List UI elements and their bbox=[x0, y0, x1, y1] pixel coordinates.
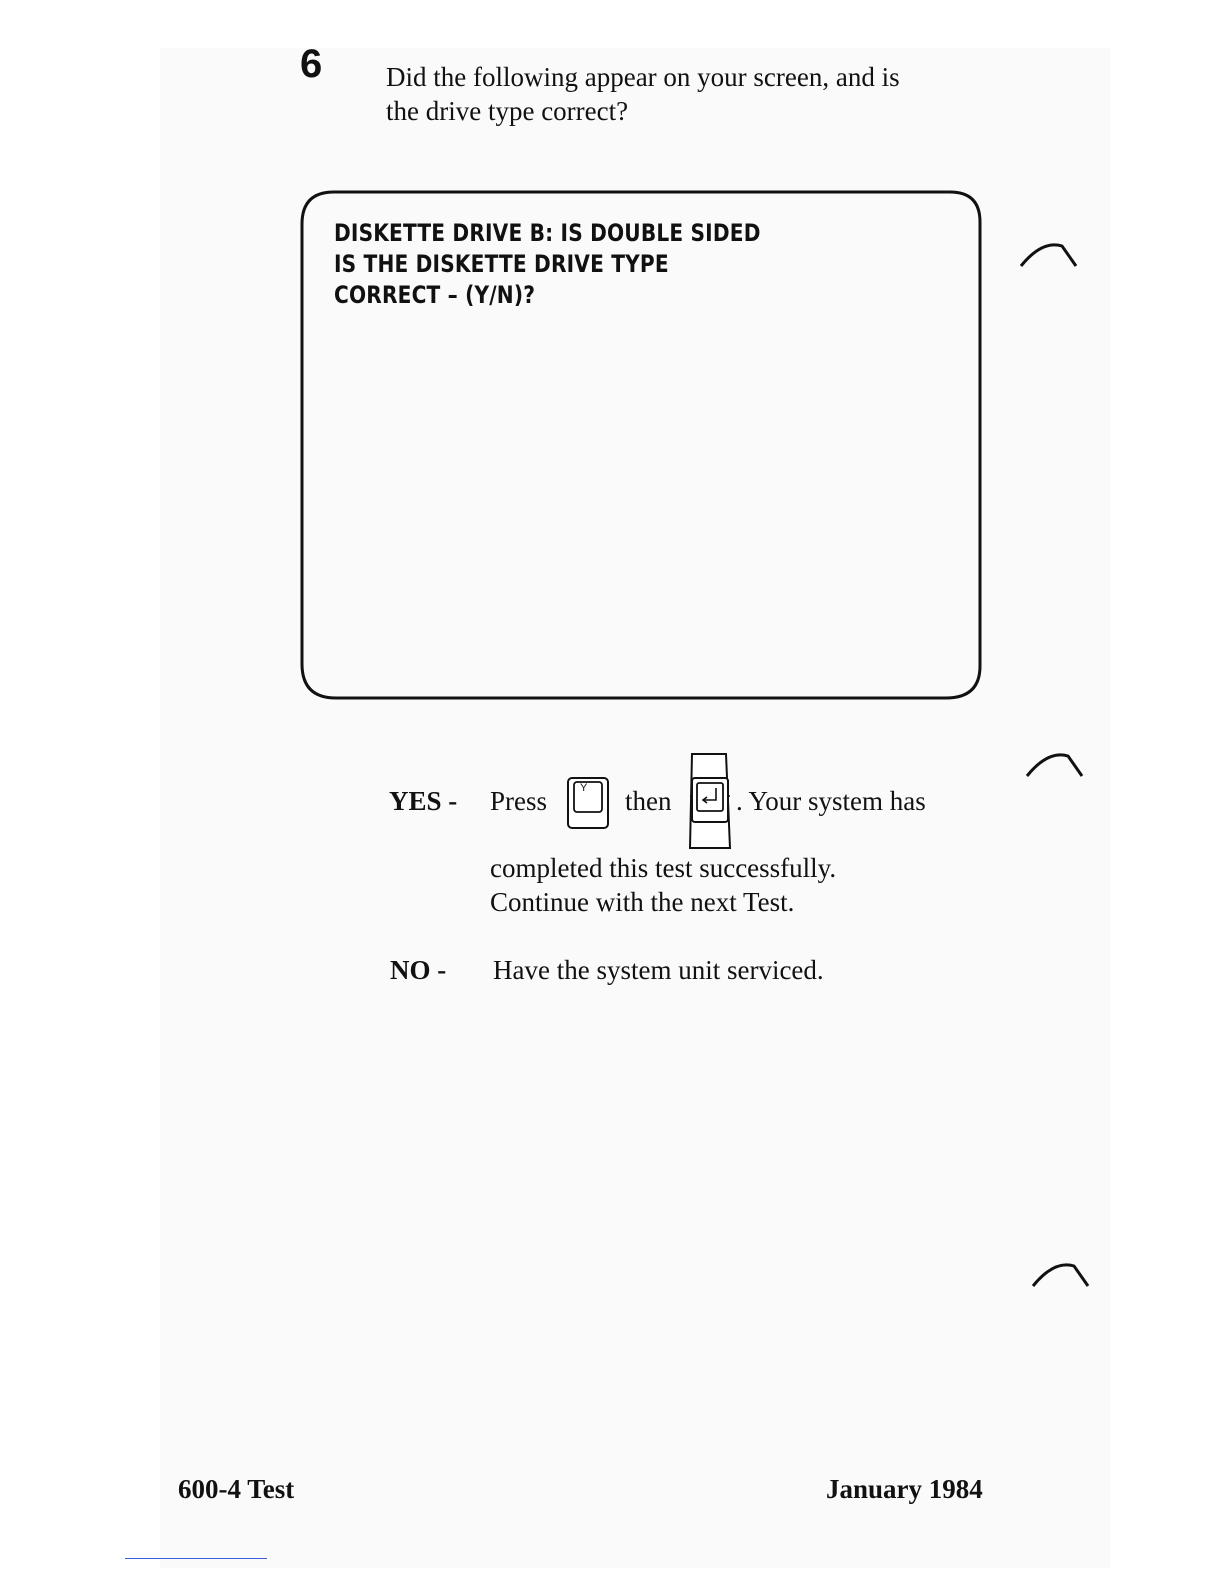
screen-message bbox=[334, 218, 761, 311]
yes-continuation bbox=[490, 851, 836, 919]
binder-tab-mark bbox=[1030, 1258, 1092, 1290]
footer-page-number: 600-4 Test bbox=[178, 1474, 295, 1504]
question-line: the drive type correct? bbox=[386, 96, 629, 126]
y-key-label: Y bbox=[580, 782, 588, 794]
footer-date: January 1984 bbox=[826, 1474, 983, 1504]
yes-line: Continue with the next Test. bbox=[490, 887, 795, 917]
screen-line: CORRECT – (Y/N)? bbox=[334, 281, 536, 309]
yes-line: completed this test successfully. bbox=[490, 853, 837, 883]
yes-result-text: . Your system has bbox=[736, 786, 926, 816]
binder-tab-mark bbox=[1018, 238, 1080, 270]
screen-line: IS THE DISKETTE DRIVE TYPE bbox=[334, 250, 669, 278]
y-key-icon bbox=[566, 776, 612, 837]
screen-line: DISKETTE DRIVE B: IS DOUBLE SIDED bbox=[334, 219, 761, 247]
yes-press-text: Press bbox=[490, 786, 548, 816]
yes-then-text: then bbox=[625, 786, 672, 816]
step-question bbox=[386, 60, 1006, 128]
question-line: Did the following appear on your screen, and is bbox=[386, 62, 900, 92]
enter-key-icon bbox=[686, 752, 734, 857]
binder-tab-mark bbox=[1024, 748, 1086, 780]
step-number: 6 bbox=[300, 42, 323, 86]
yes-label: YES - bbox=[389, 786, 458, 816]
screen-display-frame bbox=[300, 190, 982, 700]
no-label: NO - bbox=[390, 955, 447, 985]
no-text: Have the system unit serviced. bbox=[493, 955, 824, 985]
bottom-rule bbox=[125, 1558, 267, 1559]
